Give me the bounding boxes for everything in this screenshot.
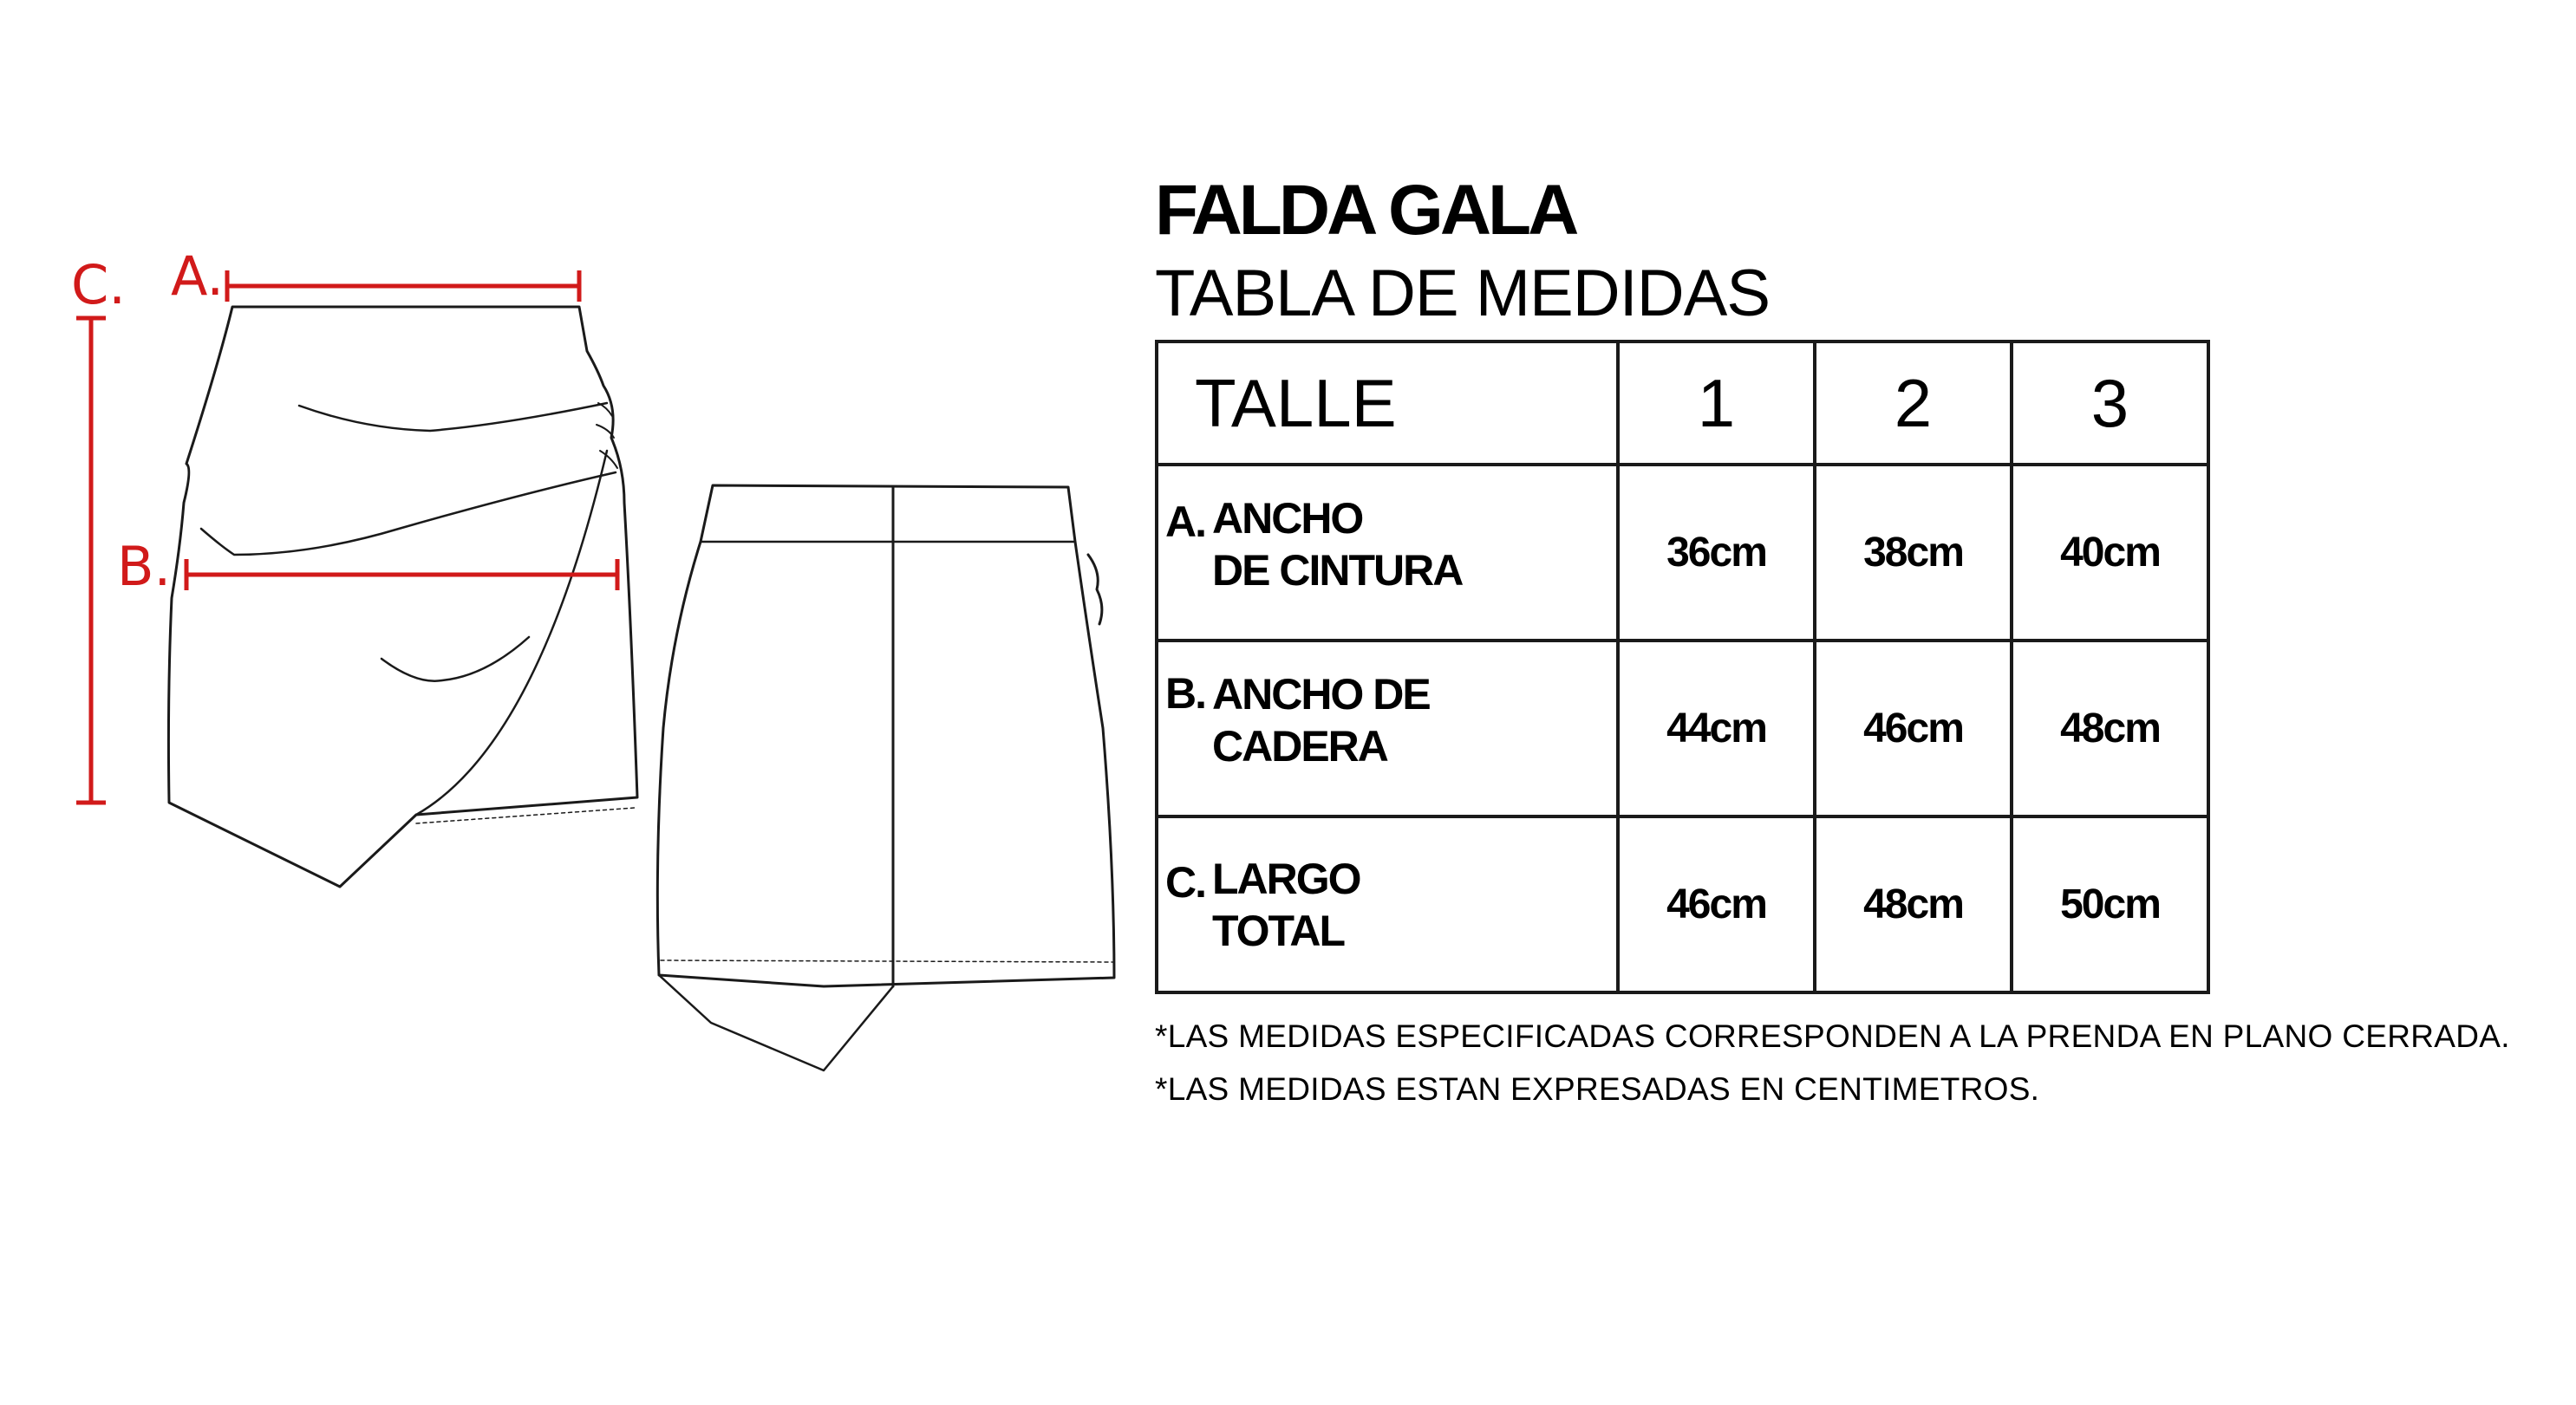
dimension-a bbox=[227, 270, 579, 302]
row-label-cintura bbox=[1157, 465, 1618, 641]
size-header-1: 1 bbox=[1618, 341, 1815, 465]
dimension-a-label: A. bbox=[171, 244, 225, 308]
size-table bbox=[1155, 340, 2210, 994]
table-cell: 38cm bbox=[1815, 465, 2012, 641]
table-row bbox=[1157, 465, 2208, 641]
row-label-text: ANCHO DE CADERA bbox=[1212, 670, 1430, 771]
table-row bbox=[1157, 641, 2208, 816]
table-cell: 40cm bbox=[2012, 465, 2208, 641]
table-subtitle: TABLA DE MEDIDAS bbox=[1155, 257, 1771, 330]
table-header-row bbox=[1157, 341, 2208, 465]
table-cell: 50cm bbox=[2012, 816, 2208, 992]
row-letter: A. bbox=[1165, 498, 1205, 546]
dimension-b bbox=[186, 559, 617, 590]
dimension-b-label: B. bbox=[117, 535, 172, 598]
table-cell: 46cm bbox=[1815, 641, 2012, 816]
size-header-2: 2 bbox=[1815, 341, 2012, 465]
note-units: *LAS MEDIDAS ESTAN EXPRESADAS EN CENTIMETROS. bbox=[1155, 1071, 2040, 1107]
table-cell: 46cm bbox=[1618, 816, 1815, 992]
dimension-c bbox=[76, 318, 106, 803]
row-letter: C. bbox=[1165, 858, 1205, 907]
table-cell: 48cm bbox=[1815, 816, 2012, 992]
product-title: FALDA GALA bbox=[1155, 171, 1576, 250]
dimension-c-label: C. bbox=[71, 253, 126, 316]
size-header-3: 3 bbox=[2012, 341, 2208, 465]
table-row bbox=[1157, 816, 2208, 992]
note-measurement-basis: *LAS MEDIDAS ESPECIFICADAS CORRESPONDEN A LA PRENDA EN PLANO CERRADA. bbox=[1155, 1018, 2510, 1054]
row-label-cadera bbox=[1157, 641, 1618, 816]
skirt-back-sketch bbox=[657, 485, 1114, 1070]
row-label-text: LARGO TOTAL bbox=[1212, 855, 1360, 955]
talle-header: TALLE bbox=[1157, 341, 1618, 465]
table-cell: 44cm bbox=[1618, 641, 1815, 816]
skirt-sketches bbox=[0, 0, 1145, 1127]
row-label-text: ANCHO DE CINTURA bbox=[1212, 494, 1463, 595]
table-cell: 48cm bbox=[2012, 641, 2208, 816]
table-cell: 36cm bbox=[1618, 465, 1815, 641]
row-label-largo bbox=[1157, 816, 1618, 992]
row-letter: B. bbox=[1165, 669, 1205, 718]
skirt-front-sketch bbox=[168, 307, 637, 887]
